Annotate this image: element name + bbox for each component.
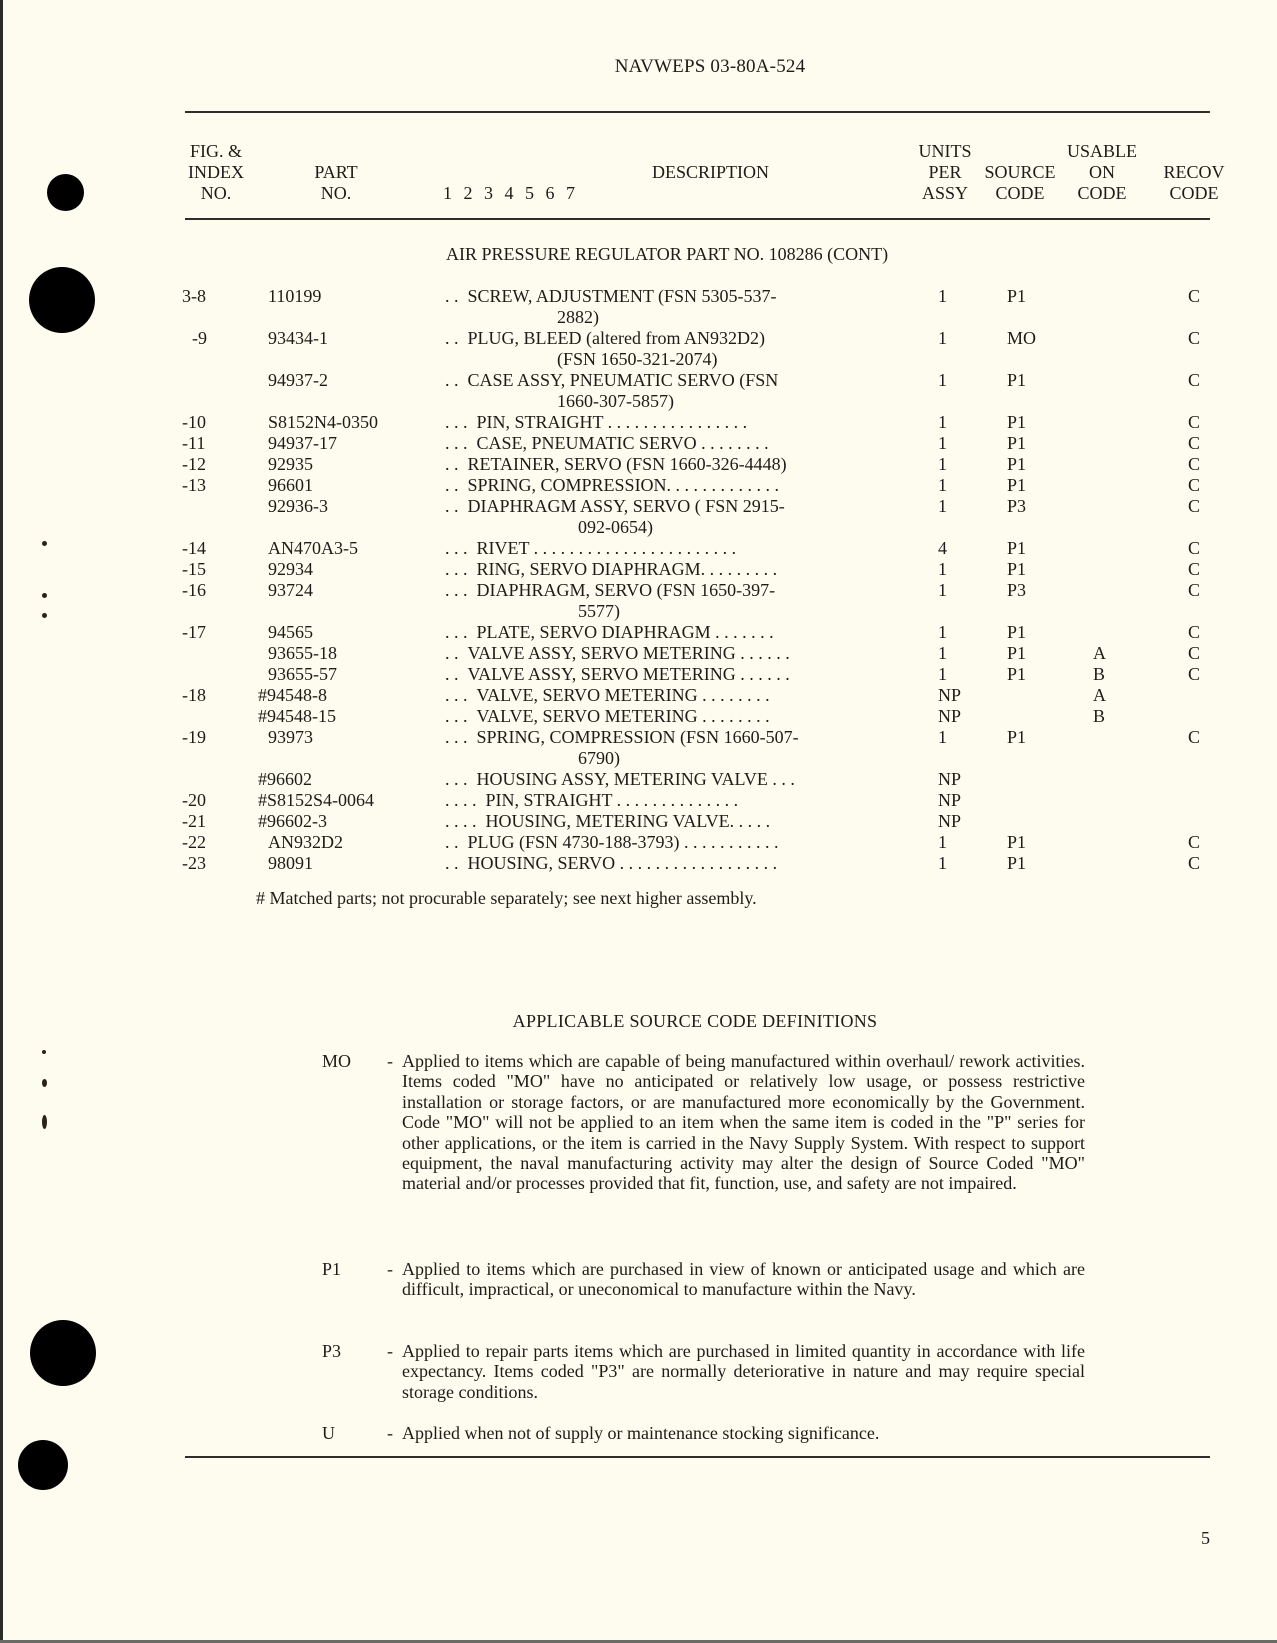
units: 1: [938, 559, 947, 579]
part-no: 98091: [268, 853, 313, 873]
description-text: RIVET . . . . . . . . . . . . . . . . . . . . . . .: [476, 538, 737, 558]
indent-dots: . .: [445, 370, 459, 390]
part-no: 93434-1: [268, 328, 328, 348]
table-row: [0, 769, 1277, 790]
indent-dots: . .: [445, 853, 459, 873]
description-text: DIAPHRAGM, SERVO (FSN 1650-397-: [476, 580, 776, 600]
source-code: P1: [1007, 538, 1027, 558]
units: 1: [938, 412, 947, 432]
recov-code: C: [1188, 538, 1201, 558]
definition-text: Applied to items which are purchased in view of known or anticipated usage and which are difficult, impractical, or uneconomical to manufacture within the Navy.: [402, 1259, 1085, 1300]
source-code: P1: [1007, 433, 1027, 453]
col-label: PART: [314, 162, 358, 182]
description-continuation: 2882): [557, 307, 599, 327]
description: [445, 811, 910, 832]
part-no: 93724: [268, 580, 313, 600]
col-label: NO.: [320, 183, 352, 203]
fig-index: -11: [182, 433, 206, 453]
col-label: DESCRIPTION: [652, 162, 770, 182]
description: [445, 790, 910, 811]
part-no: S8152N4-0350: [268, 412, 379, 432]
units: 1: [938, 580, 947, 600]
part-no: 94937-2: [268, 370, 328, 390]
recov-code: C: [1188, 622, 1201, 642]
description-text: CASE, PNEUMATIC SERVO . . . . . . . .: [476, 433, 769, 453]
definition-dash: -: [387, 1259, 393, 1279]
fig-index: -16: [182, 580, 206, 600]
usable-on-code: B: [1093, 664, 1106, 684]
table-row: [0, 622, 1277, 643]
usable-on-code: A: [1093, 685, 1106, 705]
header-rule-bottom: [185, 218, 1210, 220]
fig-index: -20: [182, 790, 206, 810]
source-code: MO: [1007, 328, 1037, 348]
description: [445, 685, 910, 706]
indent-dots: . .: [445, 328, 459, 348]
part-no: #S8152S4-0064: [258, 790, 375, 810]
part-no: 110199: [268, 286, 322, 306]
document-id: NAVWEPS 03-80A-524: [614, 56, 806, 77]
part-no: #94548-8: [258, 685, 327, 705]
footnote: # Matched parts; not procurable separately; see next higher assembly.: [256, 888, 757, 908]
margin-mark: [42, 1050, 46, 1054]
recov-code: C: [1188, 643, 1201, 663]
indent-dots: . . . .: [445, 790, 477, 810]
col-source-code: [978, 162, 1062, 204]
indent-dots: . .: [445, 454, 459, 474]
fig-index: -14: [182, 538, 206, 558]
fig-index: 3-8: [182, 286, 206, 306]
units: NP: [938, 706, 962, 726]
col-label: 1 2 3 4 5 6 7: [443, 183, 575, 203]
units: NP: [938, 790, 962, 810]
definition-text: Applied to items which are capable of being manufactured within overhaul/ rework activities. Items coded "MO" have no anticipated or relatively low usage, or possess restrictive installation or storage factors, or are manufactured more economically by the Government. Code "MO" will not be applied to an item when the same item is coded in the "P" series for other applications, or the item is carried in the Navy Supply System. With respect to support equipment, the naval manufacturing activity may alter the design of Source Coded "MO" material and/or processes provided that fit, function, use, and safety are not impaired.: [402, 1051, 1085, 1194]
description-text: PLATE, SERVO DIAPHRAGM . . . . . . .: [476, 622, 774, 642]
units: 4: [938, 538, 947, 558]
units: 1: [938, 496, 947, 516]
description-text: PIN, STRAIGHT . . . . . . . . . . . . . .: [485, 790, 739, 810]
recov-code: C: [1188, 727, 1201, 747]
source-code: P1: [1007, 664, 1027, 684]
margin-mark: [42, 613, 47, 618]
col-label: FIG. &: [189, 141, 242, 161]
indent-dots: . . .: [445, 706, 468, 726]
table-row: [0, 832, 1277, 853]
source-code: P3: [1007, 580, 1027, 600]
part-no: 96601: [268, 475, 313, 495]
table-row: [0, 370, 1277, 391]
description: [445, 496, 910, 517]
source-code: P1: [1007, 853, 1027, 873]
usable-on-code: A: [1093, 643, 1106, 663]
table-row: [0, 286, 1277, 307]
footer-rule: [185, 1456, 1210, 1458]
table-row: [0, 496, 1277, 517]
col-label: CODE: [1077, 183, 1127, 203]
recov-code: C: [1188, 454, 1201, 474]
description: [445, 664, 910, 685]
units: 1: [938, 370, 947, 390]
table-row: [0, 580, 1277, 601]
col-label: ASSY: [921, 183, 969, 203]
col-label: CODE: [995, 183, 1045, 203]
usable-on-code: B: [1093, 706, 1106, 726]
indent-dots: . .: [445, 664, 459, 684]
indent-dots: . .: [445, 286, 459, 306]
source-code: P1: [1007, 286, 1027, 306]
part-no: #96602-3: [258, 811, 327, 831]
recov-code: C: [1188, 370, 1201, 390]
recov-code: C: [1188, 853, 1201, 873]
table-row: [0, 475, 1277, 496]
description: [445, 832, 910, 853]
definition-dash: -: [387, 1423, 393, 1443]
indent-dots: . . . .: [445, 811, 477, 831]
table-row: [0, 853, 1277, 874]
description-text: RING, SERVO DIAPHRAGM. . . . . . . . .: [476, 559, 778, 579]
definition-dash: -: [387, 1341, 393, 1361]
description: [445, 727, 910, 748]
description-continuation: 092-0654): [578, 517, 653, 537]
units: 1: [938, 454, 947, 474]
fig-index: -17: [182, 622, 206, 642]
description-text: VALVE, SERVO METERING . . . . . . . .: [476, 706, 770, 726]
part-no: 92936-3: [268, 496, 328, 516]
description-text: DIAPHRAGM ASSY, SERVO ( FSN 2915-: [467, 496, 785, 516]
description: [445, 706, 910, 727]
definition-text: Applied to repair parts items which are purchased in limited quantity in accordance with life expectancy. Items coded "P3" are normally deteriorative in nature and may require special storage conditions.: [402, 1341, 1085, 1402]
indent-dots: . . .: [445, 622, 468, 642]
description: [445, 643, 910, 664]
indent-dots: . .: [445, 832, 459, 852]
col-indent-levels: [443, 183, 575, 204]
description: [445, 559, 910, 580]
table-row: [0, 559, 1277, 580]
table-row: [0, 727, 1277, 748]
description-continuation: (FSN 1650-321-2074): [557, 349, 718, 369]
description-text: PLUG (FSN 4730-188-3793) . . . . . . . . . . .: [467, 832, 779, 852]
punch-hole: [47, 174, 84, 211]
description-text: SPRING, COMPRESSION. . . . . . . . . . . . .: [467, 475, 780, 495]
units: 1: [938, 328, 947, 348]
table-row: [0, 685, 1277, 706]
description-text: HOUSING, SERVO . . . . . . . . . . . . . . . . . .: [467, 853, 778, 873]
indent-dots: . . .: [445, 727, 468, 747]
description: [445, 454, 910, 475]
source-code: P1: [1007, 832, 1027, 852]
part-no: #94548-15: [258, 706, 336, 726]
description-text: VALVE, SERVO METERING . . . . . . . .: [476, 685, 770, 705]
description-text: CASE ASSY, PNEUMATIC SERVO (FSN: [467, 370, 779, 390]
fig-index: -23: [182, 853, 206, 873]
units: 1: [938, 664, 947, 684]
part-no: AN470A3-5: [268, 538, 358, 558]
fig-index: -21: [182, 811, 206, 831]
description-continuation: 6790): [578, 748, 620, 768]
definition-code: U: [322, 1423, 335, 1443]
description: [445, 328, 910, 349]
source-code: P3: [1007, 496, 1027, 516]
recov-code: C: [1188, 475, 1201, 495]
source-code: P1: [1007, 559, 1027, 579]
fig-index: -19: [182, 727, 206, 747]
col-description: [652, 162, 769, 183]
table-row: [0, 664, 1277, 685]
table-row: [0, 454, 1277, 475]
fig-index: -9: [192, 328, 207, 348]
col-label: CODE: [1169, 183, 1219, 203]
definition-code: MO: [322, 1051, 352, 1071]
description: [445, 580, 910, 601]
definition-dash: -: [387, 1051, 393, 1071]
table-row: [0, 538, 1277, 559]
recov-code: C: [1188, 580, 1201, 600]
indent-dots: . . .: [445, 685, 468, 705]
description-text: SCREW, ADJUSTMENT (FSN 5305-537-: [467, 286, 777, 306]
source-code: P1: [1007, 475, 1027, 495]
indent-dots: . . .: [445, 769, 468, 789]
col-usable-on-code: [1064, 141, 1140, 204]
margin-mark: [42, 1079, 47, 1087]
description: [445, 286, 910, 307]
table-row: [0, 643, 1277, 664]
col-label: UNITS: [918, 141, 972, 161]
units: 1: [938, 853, 947, 873]
recov-code: C: [1188, 286, 1201, 306]
table-row: [0, 433, 1277, 454]
fig-index: -22: [182, 832, 206, 852]
description: [445, 853, 910, 874]
description-continuation: 5577): [578, 601, 620, 621]
units: 1: [938, 433, 947, 453]
part-no: 93655-57: [268, 664, 337, 684]
indent-dots: . . .: [445, 412, 468, 432]
part-no: 94937-17: [268, 433, 337, 453]
definitions-title: APPLICABLE SOURCE CODE DEFINITIONS: [512, 1011, 878, 1031]
units: NP: [938, 769, 962, 789]
col-part-no: [300, 162, 372, 204]
recov-code: C: [1188, 433, 1201, 453]
description-text: PLUG, BLEED (altered from AN932D2): [467, 328, 765, 348]
header-rule-top: [185, 111, 1210, 113]
recov-code: C: [1188, 664, 1201, 684]
part-no: 92934: [268, 559, 313, 579]
col-recov-code: [1152, 162, 1236, 204]
definition-code: P3: [322, 1341, 342, 1361]
part-no: 93655-18: [268, 643, 337, 663]
indent-dots: . . .: [445, 433, 468, 453]
indent-dots: . . .: [445, 538, 468, 558]
table-row: [0, 706, 1277, 727]
fig-index: -12: [182, 454, 206, 474]
punch-hole: [18, 1440, 68, 1490]
description-text: VALVE ASSY, SERVO METERING . . . . . .: [467, 664, 790, 684]
units: 1: [938, 475, 947, 495]
margin-mark: [42, 1115, 47, 1129]
source-code: P1: [1007, 643, 1027, 663]
recov-code: C: [1188, 328, 1201, 348]
description: [445, 412, 910, 433]
source-code: P1: [1007, 454, 1027, 474]
description-text: SPRING, COMPRESSION (FSN 1660-507-: [476, 727, 799, 747]
col-label: ON: [1089, 162, 1115, 182]
part-no: 94565: [268, 622, 313, 642]
recov-code: C: [1188, 832, 1201, 852]
units: NP: [938, 685, 962, 705]
description-text: PIN, STRAIGHT . . . . . . . . . . . . . . . .: [476, 412, 748, 432]
part-no: 93973: [268, 727, 313, 747]
description: [445, 538, 910, 559]
col-label: PER: [928, 162, 962, 182]
table-row: [0, 790, 1277, 811]
indent-dots: . . .: [445, 559, 468, 579]
part-no: AN932D2: [268, 832, 343, 852]
fig-index: -15: [182, 559, 206, 579]
part-no: 92935: [268, 454, 313, 474]
recov-code: C: [1188, 559, 1201, 579]
description-continuation: 1660-307-5857): [557, 391, 674, 411]
table-row: [0, 328, 1277, 349]
col-units-per-assy: [910, 141, 980, 204]
description-text: HOUSING, METERING VALVE. . . . .: [485, 811, 771, 831]
definition-code: P1: [322, 1259, 342, 1279]
recov-code: C: [1188, 496, 1201, 516]
table-row: [0, 412, 1277, 433]
part-no: #96602: [258, 769, 312, 789]
fig-index: -10: [182, 412, 206, 432]
description-text: RETAINER, SERVO (FSN 1660-326-4448): [467, 454, 787, 474]
description-text: VALVE ASSY, SERVO METERING . . . . . .: [467, 643, 790, 663]
indent-dots: . .: [445, 496, 459, 516]
source-code: P1: [1007, 370, 1027, 390]
units: 1: [938, 727, 947, 747]
description: [445, 370, 910, 391]
section-title: AIR PRESSURE REGULATOR PART NO. 108286 (CONT): [446, 244, 889, 264]
source-code: P1: [1007, 727, 1027, 747]
description: [445, 622, 910, 643]
description: [445, 769, 910, 790]
fig-index: -13: [182, 475, 206, 495]
units: 1: [938, 286, 947, 306]
punch-hole: [30, 1320, 96, 1386]
definition-text: Applied when not of supply or maintenance stocking significance.: [402, 1423, 880, 1443]
col-fig-index: [180, 141, 252, 204]
col-label: USABLE: [1066, 141, 1137, 161]
indent-dots: . .: [445, 475, 459, 495]
units: 1: [938, 643, 947, 663]
col-label: SOURCE: [984, 162, 1056, 182]
source-code: P1: [1007, 622, 1027, 642]
fig-index: -18: [182, 685, 206, 705]
description-text: HOUSING ASSY, METERING VALVE . . .: [476, 769, 795, 789]
source-code: P1: [1007, 412, 1027, 432]
indent-dots: . . .: [445, 580, 468, 600]
table-row: [0, 811, 1277, 832]
units: NP: [938, 811, 962, 831]
units: 1: [938, 622, 947, 642]
col-label: NO.: [200, 183, 232, 203]
recov-code: C: [1188, 412, 1201, 432]
indent-dots: . .: [445, 643, 459, 663]
col-label: RECOV: [1163, 162, 1225, 182]
units: 1: [938, 832, 947, 852]
description: [445, 433, 910, 454]
description: [445, 475, 910, 496]
col-label: INDEX: [188, 162, 244, 182]
page-number: 5: [1201, 1528, 1210, 1548]
